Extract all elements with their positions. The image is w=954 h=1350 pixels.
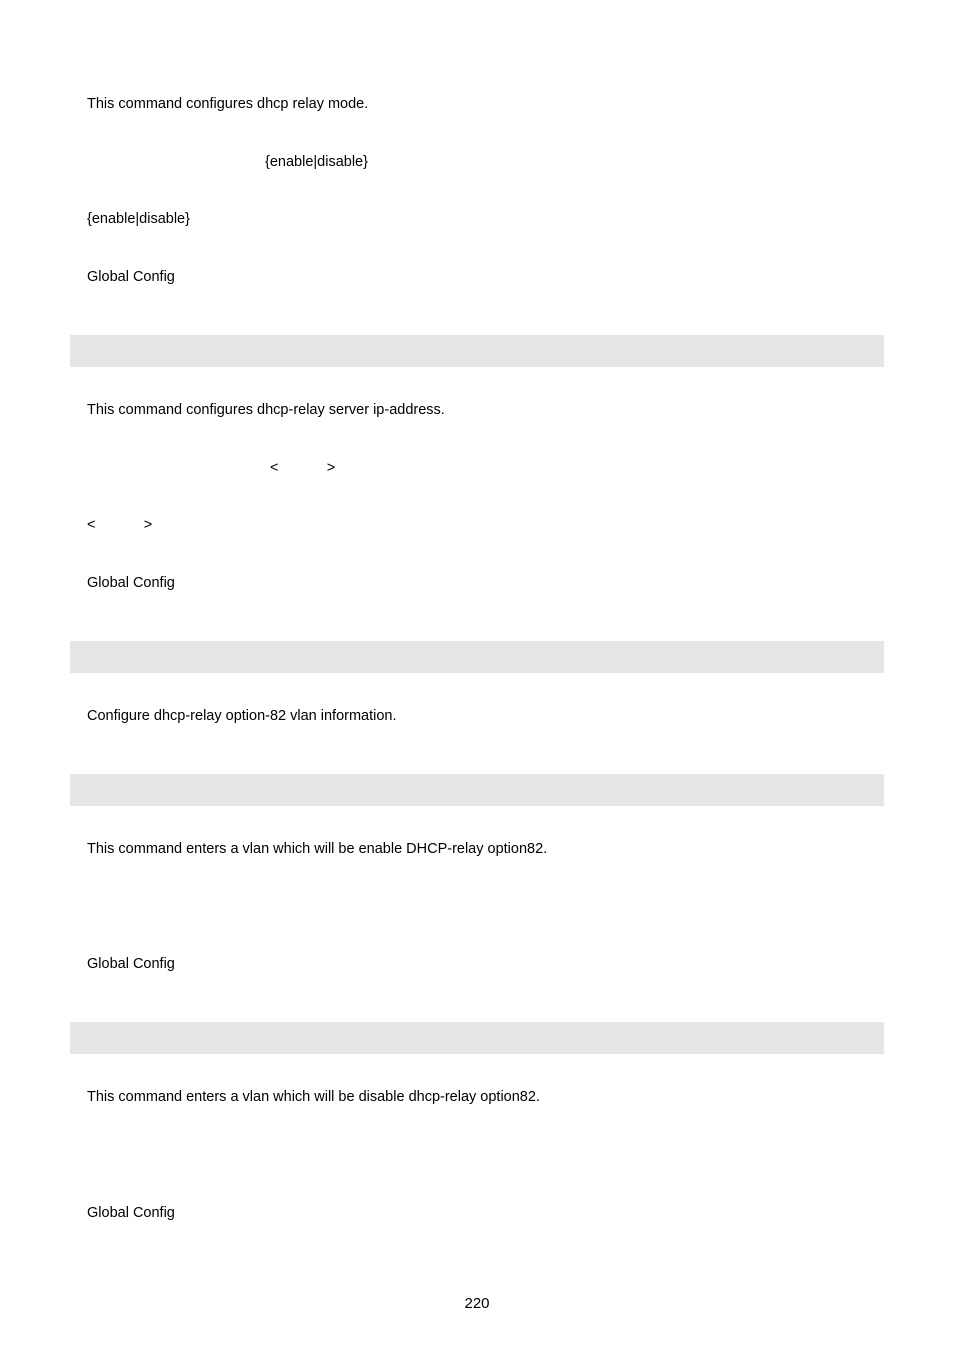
section-2-mode: Global Config bbox=[87, 575, 175, 591]
section-1-parameter: {enable|disable} bbox=[87, 211, 190, 227]
command-header-bar bbox=[70, 335, 884, 367]
section-1-description: This command configures dhcp relay mode. bbox=[87, 96, 369, 112]
section-2-parameter: < > bbox=[87, 517, 153, 533]
section-4-description: This command enters a vlan which will be enable DHCP-relay option82. bbox=[87, 841, 548, 857]
section-3-description: Configure dhcp-relay option-82 vlan information. bbox=[87, 708, 397, 724]
section-2-syntax: < > bbox=[270, 460, 336, 476]
command-header-bar bbox=[70, 774, 884, 806]
command-header-bar bbox=[70, 641, 884, 673]
section-1-mode: Global Config bbox=[87, 269, 175, 285]
section-5-mode: Global Config bbox=[87, 1205, 175, 1221]
page-number: 220 bbox=[464, 1295, 490, 1312]
section-5-description: This command enters a vlan which will be disable dhcp-relay option82. bbox=[87, 1089, 540, 1105]
section-4-mode: Global Config bbox=[87, 956, 175, 972]
section-1-syntax: {enable|disable} bbox=[265, 154, 368, 170]
command-header-bar bbox=[70, 1022, 884, 1054]
section-2-description: This command configures dhcp-relay server ip-address. bbox=[87, 402, 445, 418]
